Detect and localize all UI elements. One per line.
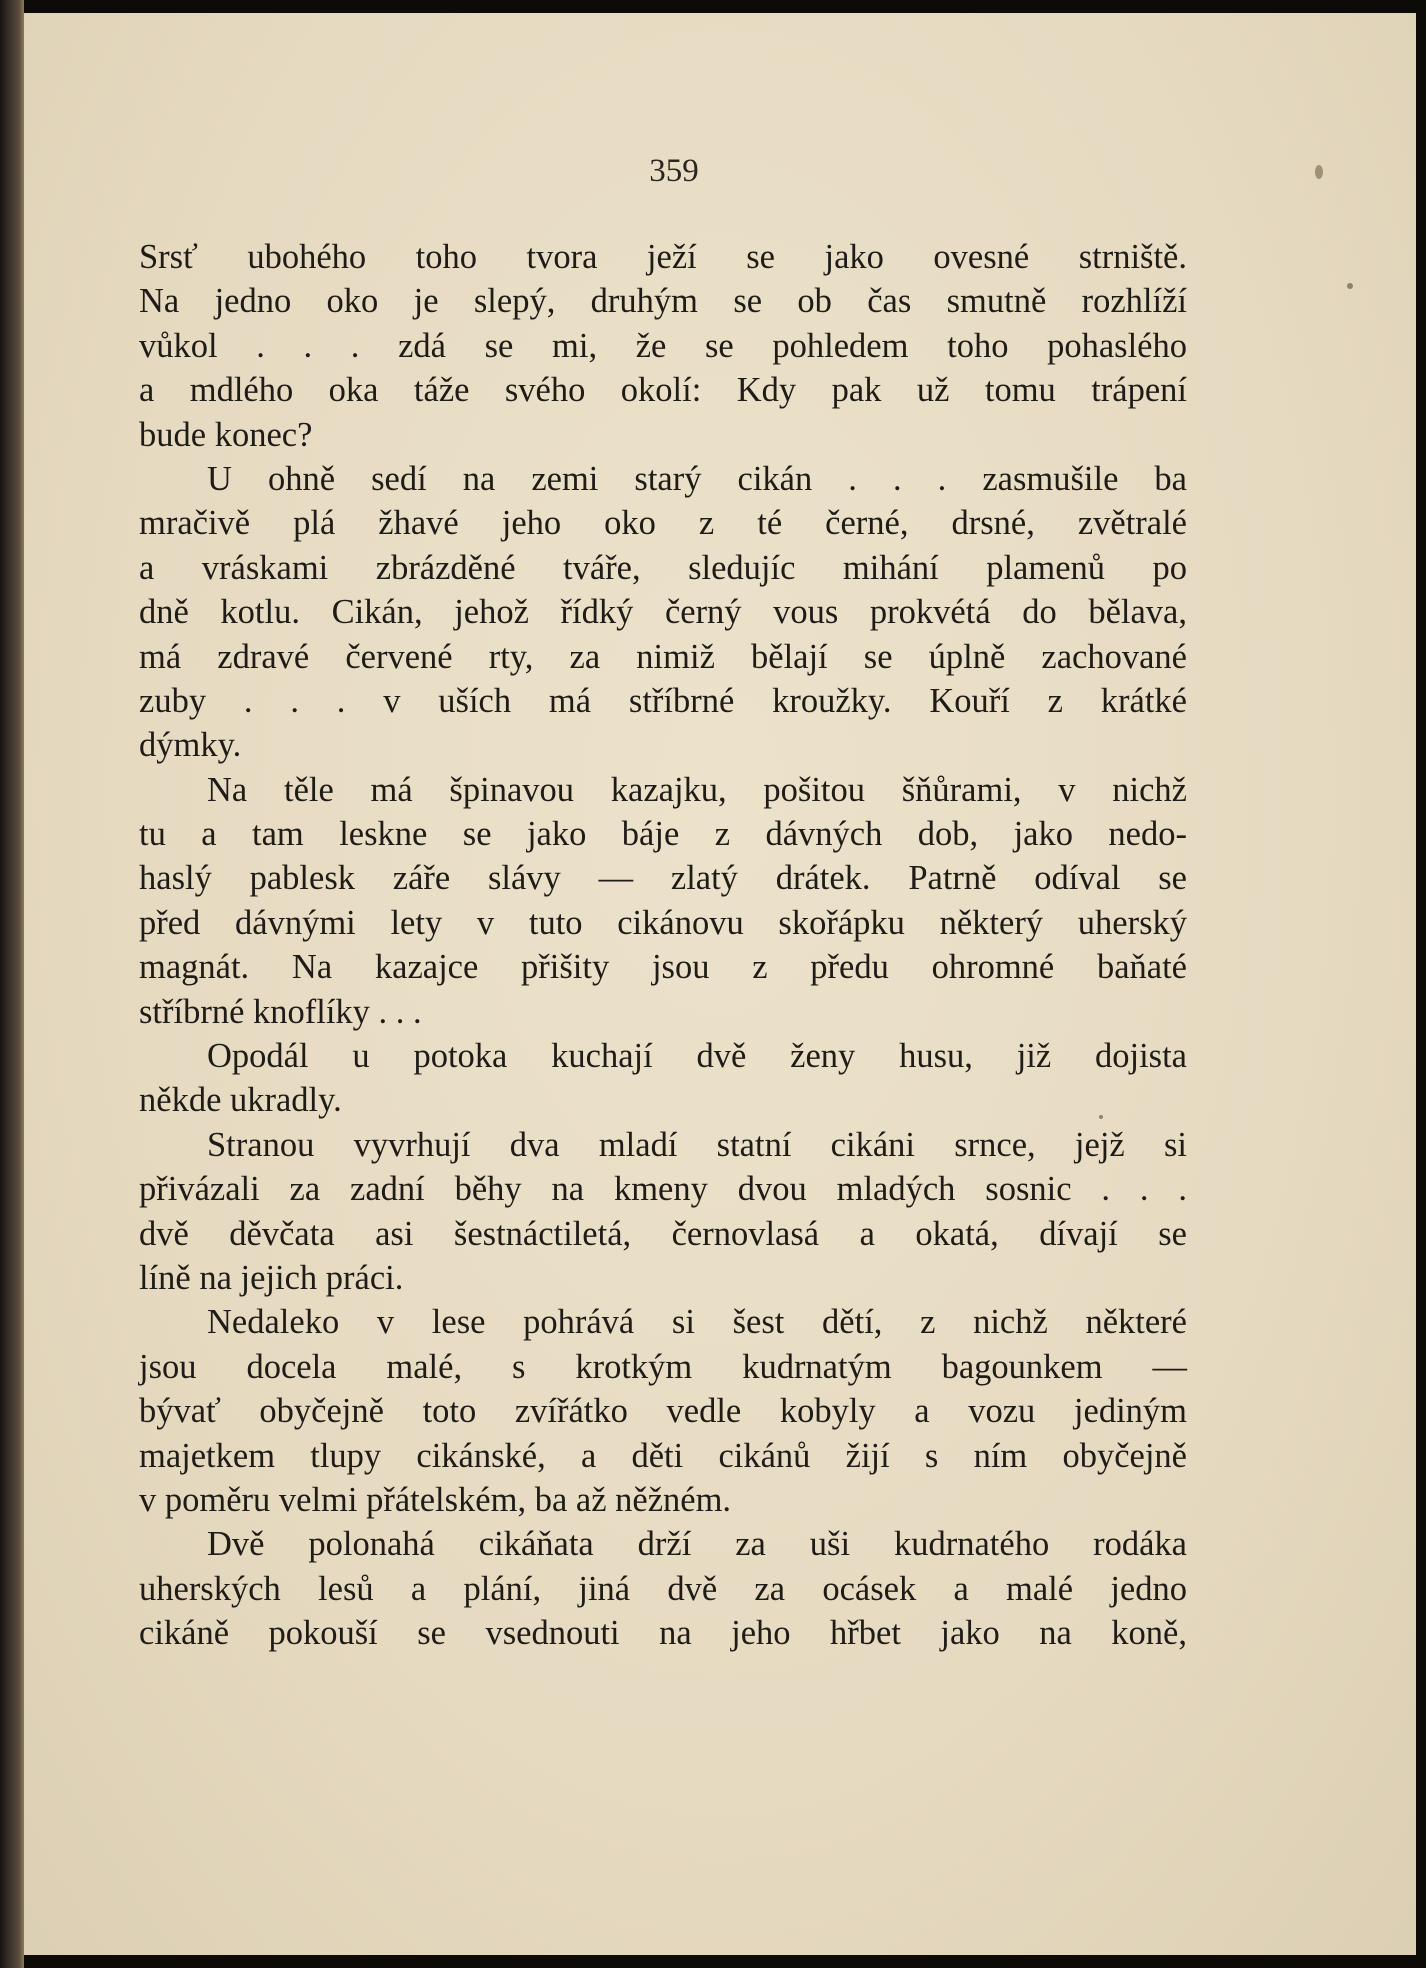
page-number: 359	[649, 153, 699, 189]
text-line: jsou docela malé, s krotkým kudrnatým bagounkem —	[139, 1347, 1187, 1386]
text-line: majetkem tlupy cikánské, a děti cikánů žijí s ním obyčejně	[139, 1436, 1187, 1475]
text-line: a vráskami zbrázděné tváře, sledujíc mihání plamenů po	[139, 548, 1187, 587]
text-line: vůkol . . . zdá se mi, že se pohledem toho pohaslého	[139, 326, 1187, 365]
text-line: Na jedno oko je slepý, druhým se ob čas smutně rozhlíží	[139, 282, 1187, 321]
book-binding-edge	[0, 0, 24, 1968]
text-line: mračivě plá žhavé jeho oko z té černé, drsné, zvětralé	[139, 504, 1187, 543]
text-line: někde ukradly.	[139, 1081, 342, 1120]
text-line: a mdlého oka táže svého okolí: Kdy pak už tomu trápení	[139, 371, 1187, 410]
text-line: bývať obyčejně toto zvířátko vedle kobyly a vozu jediným	[139, 1392, 1187, 1431]
text-line: dně kotlu. Cikán, jehož řídký černý vous prokvétá do bělava,	[139, 593, 1187, 632]
text-line: dýmky.	[139, 726, 242, 765]
text-line: před dávnými lety v tuto cikánovu skořápku některý uherský	[139, 903, 1187, 942]
text-line: uherských lesů a plání, jiná dvě za ocásek a malé jedno	[139, 1569, 1187, 1608]
text-line: zuby . . . v uších má stříbrné kroužky. Kouří z krátké	[139, 681, 1187, 720]
text-line: tu a tam leskne se jako báje z dávných dob, jako nedo-	[139, 815, 1187, 854]
text-line: haslý pablesk záře slávy — zlatý drátek. Patrně odíval se	[139, 859, 1187, 898]
text-line: má zdravé červené rty, za nimiž bělají se úplně zachované	[139, 637, 1187, 676]
book-page	[24, 13, 1416, 1955]
paper-speck	[1347, 283, 1353, 289]
text-line: Nedaleko v lese pohrává si šest dětí, z nichž některé	[207, 1303, 1187, 1342]
paper-speck	[1315, 165, 1323, 179]
text-line: bude konec?	[139, 415, 313, 454]
text-line: magnát. Na kazajce přišity jsou z předu ohromné baňaté	[139, 948, 1187, 987]
body-text	[139, 235, 1187, 1656]
text-line: Na těle má špinavou kazajku, pošitou šňůrami, v nichž	[207, 770, 1187, 809]
text-line: Srsť ubohého toho tvora ježí se jako ovesné strniště.	[139, 238, 1187, 276]
text-line: Opodál u potoka kuchají dvě ženy husu, již dojista	[207, 1037, 1187, 1076]
text-line: přivázali za zadní běhy na kmeny dvou mladých sosnic . . .	[139, 1170, 1187, 1209]
text-line: Stranou vyvrhují dva mladí statní cikáni srnce, jejž si	[207, 1125, 1187, 1164]
text-line: v poměru velmi přátelském, ba až něžném.	[139, 1480, 732, 1519]
text-line: dvě děvčata asi šestnáctiletá, černovlasá a okatá, dívají se	[139, 1214, 1187, 1253]
text-line: líně na jejich práci.	[139, 1258, 404, 1297]
text-line: U ohně sedí na zemi starý cikán . . . zasmušile ba	[207, 459, 1187, 498]
text-line: cikáně pokouší se vsednouti na jeho hřbet jako na koně,	[139, 1614, 1187, 1653]
text-line: stříbrné knoflíky . . .	[139, 992, 422, 1031]
text-line: Dvě polonahá cikáňata drží za uši kudrnatého rodáka	[207, 1525, 1187, 1564]
